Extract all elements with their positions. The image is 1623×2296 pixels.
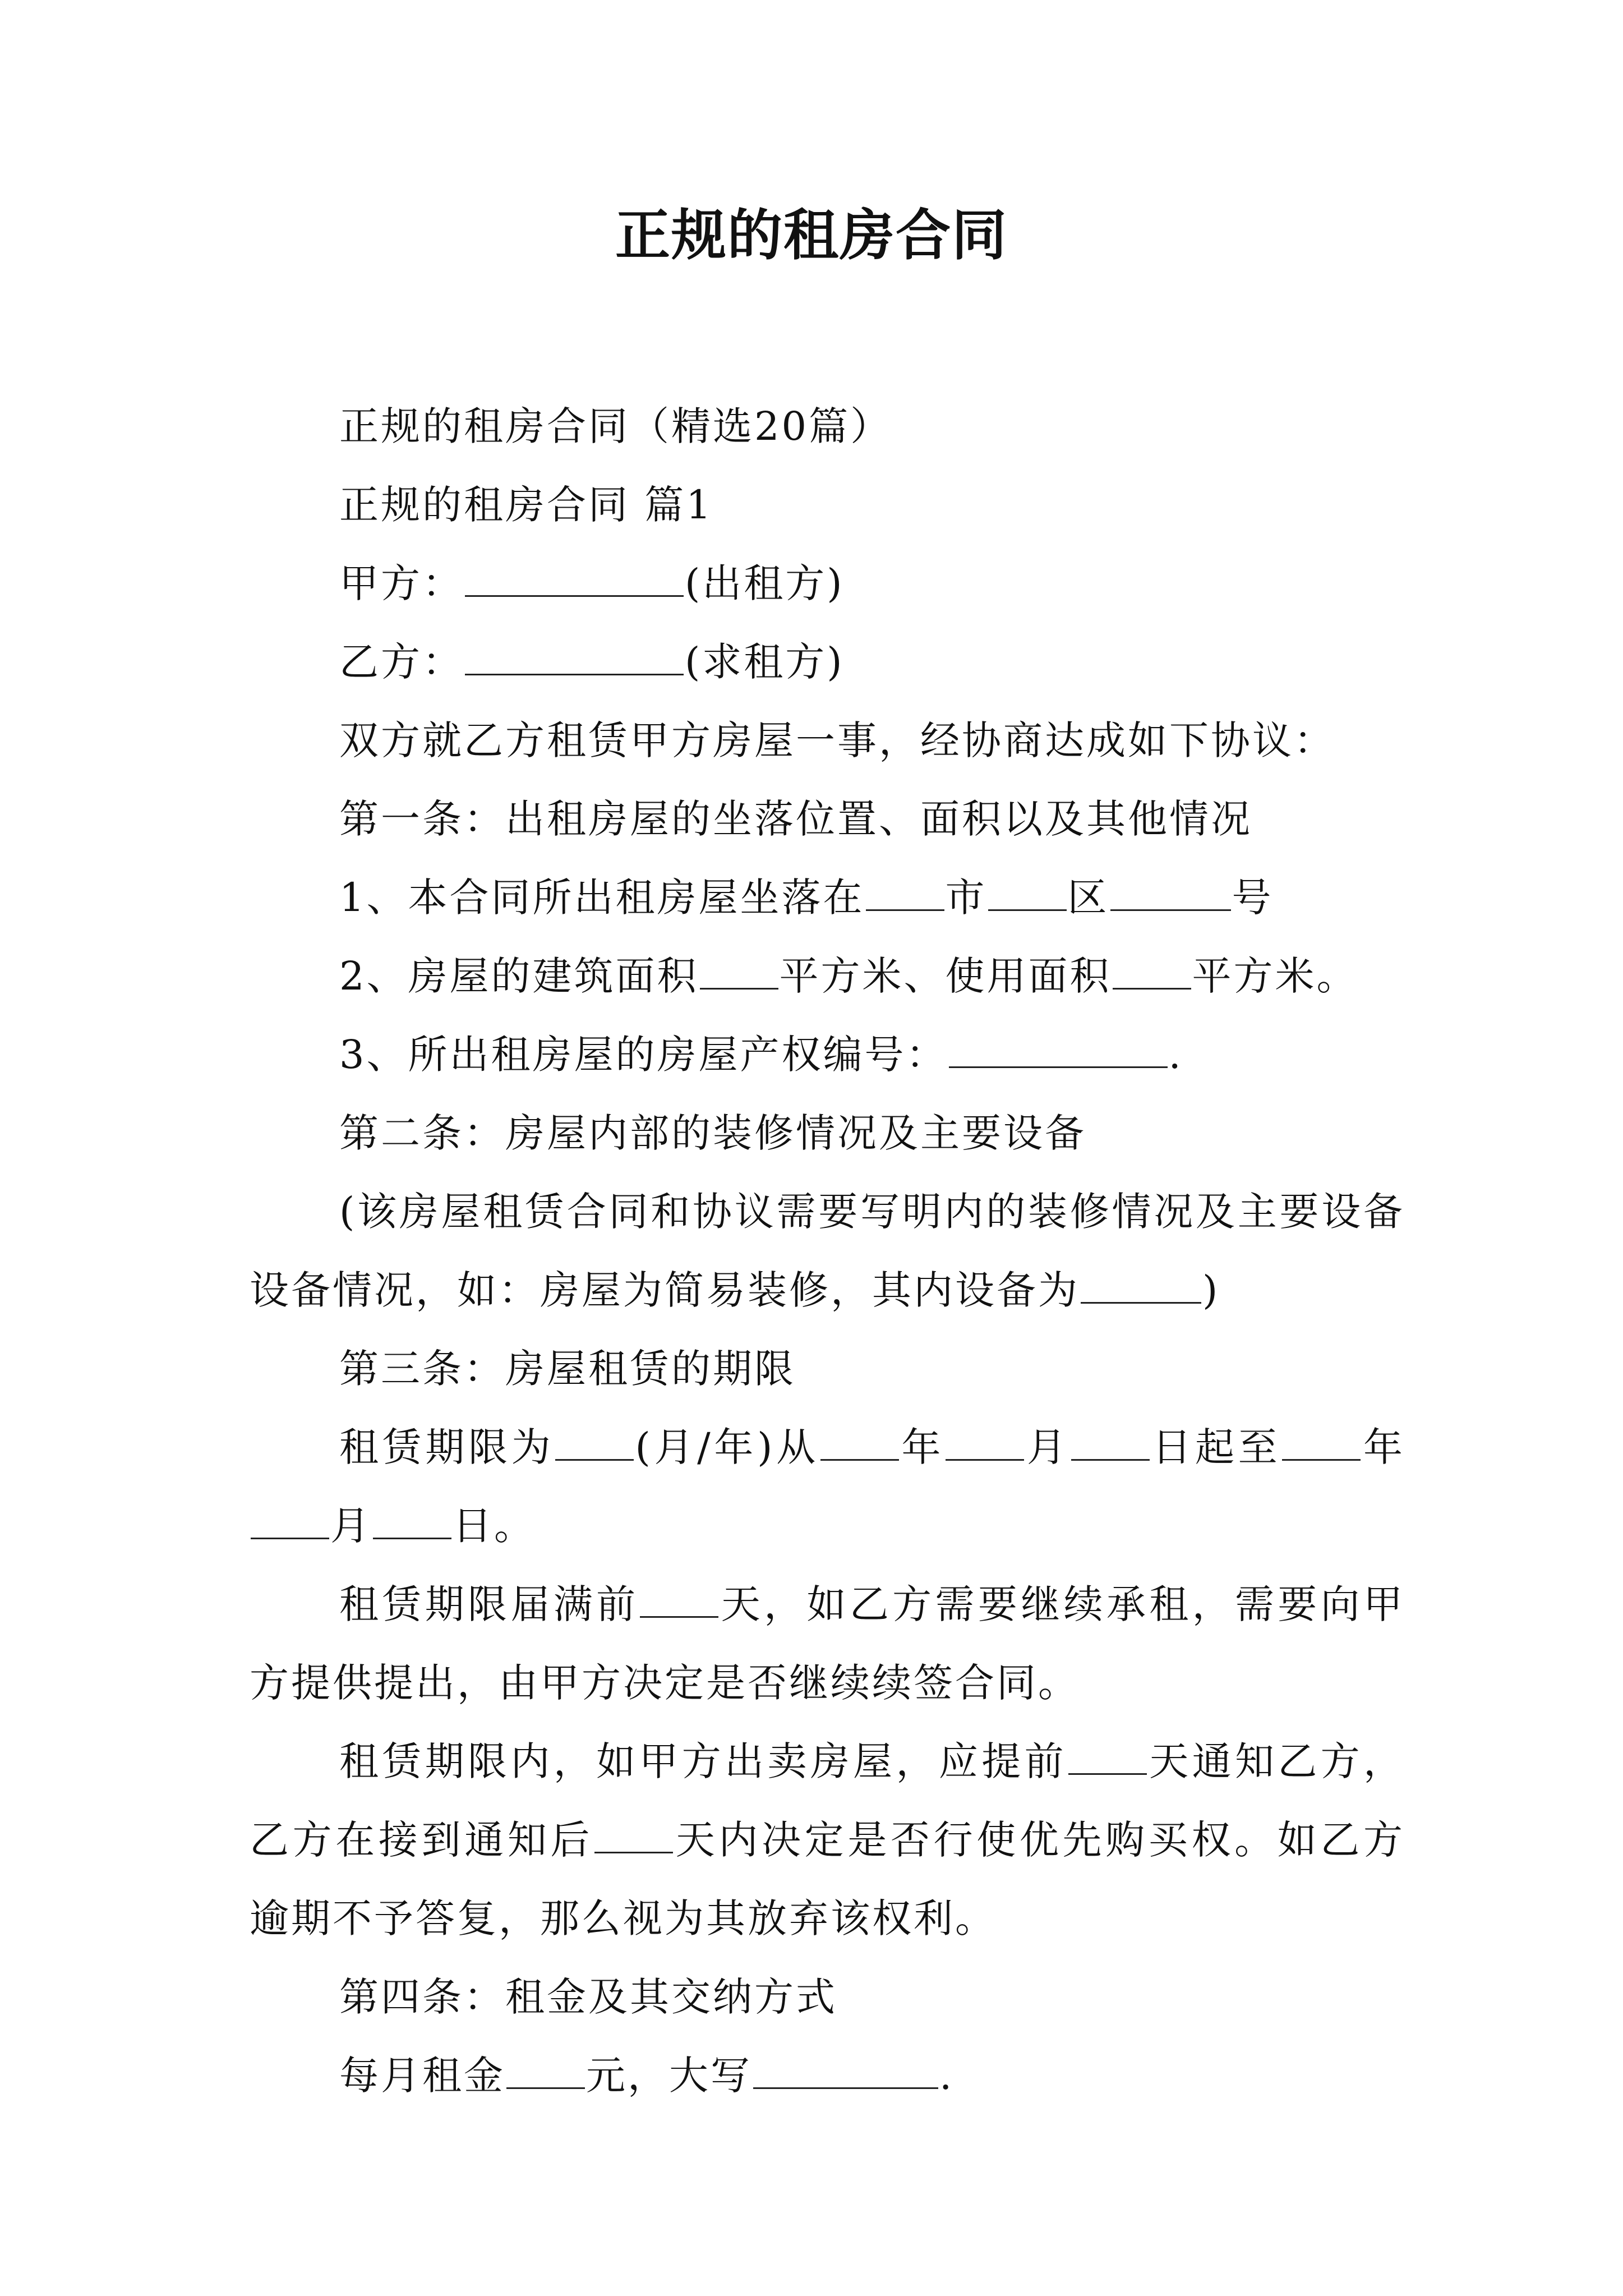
- article-2-title: 第二条：房屋内部的装修情况及主要设备: [339, 1110, 1086, 1156]
- intro-paragraph: 双方就乙方租赁甲方房屋一事，经协商达成如下协议：: [339, 717, 1335, 763]
- article-1-item-1: [250, 858, 1405, 937]
- article-1-title: 第一条：出租房屋的坐落位置、面积以及其他情况: [339, 796, 1252, 842]
- article-3-term: [250, 1408, 1405, 1565]
- party-a-label: 甲方：: [339, 560, 464, 606]
- party-b-role: (求租方): [685, 639, 845, 685]
- usable-area-blank: [1113, 954, 1191, 990]
- property-number-blank: [949, 1033, 1168, 1068]
- term-text-g: 月: [330, 1503, 372, 1549]
- item-2-text-c: 平方米。: [1192, 953, 1358, 999]
- decision-days-blank: [594, 1818, 673, 1853]
- party-a-line: [250, 544, 1405, 623]
- term-text-a: 租赁期限为: [339, 1424, 555, 1470]
- renewal-days-blank: [640, 1582, 718, 1618]
- party-a-blank: [465, 562, 684, 597]
- article-3-renewal: [250, 1565, 1405, 1722]
- article-3-sale: [250, 1722, 1405, 1958]
- renewal-text-b: 天，如乙方需要继续承租，需要向甲方提供提出，由甲方决定是否继续续签合同。: [250, 1581, 1405, 1706]
- party-b-label: 乙方：: [339, 639, 464, 685]
- building-area-blank: [700, 954, 778, 990]
- start-month-blank: [946, 1425, 1024, 1461]
- item-1-text-a: 1、本合同所出租房屋坐落在: [339, 875, 865, 921]
- city-blank: [866, 876, 944, 911]
- document-title: 正规的租房合同: [615, 203, 1008, 268]
- party-a-role: (出租方): [685, 560, 845, 606]
- number-blank: [1110, 876, 1231, 911]
- item-2-text-b: 平方米、使用面积: [779, 953, 1112, 999]
- term-text-b: (月/年)从: [635, 1424, 819, 1470]
- item-1-text-b: 市: [945, 875, 987, 921]
- item-1-text-d: 号: [1232, 875, 1274, 921]
- party-b-line: [250, 623, 1405, 701]
- end-day-blank: [373, 1504, 451, 1539]
- start-year-blank: [820, 1425, 899, 1461]
- term-blank: [555, 1425, 634, 1461]
- article-4-title: 第四条：租金及其交纳方式: [339, 1974, 837, 2020]
- renewal-text-a: 租赁期限届满前: [339, 1581, 639, 1627]
- rent-text-b: 元，大写: [586, 2053, 752, 2099]
- sale-text-b: 天通知乙方，乙方在接到通知后: [250, 1738, 1405, 1863]
- article-2-text-b: ): [1202, 1267, 1220, 1313]
- article-1-item-3: [250, 1015, 1405, 1094]
- rent-text-c: .: [939, 2053, 955, 2099]
- notice-days-blank: [1068, 1740, 1147, 1775]
- party-b-blank: [465, 640, 684, 675]
- term-text-f: 年: [1362, 1424, 1405, 1470]
- subtitle: 正规的租房合同（精选20篇）: [339, 403, 892, 449]
- equipment-blank: [1081, 1268, 1201, 1304]
- term-text-d: 月: [1025, 1424, 1070, 1470]
- start-day-blank: [1071, 1425, 1150, 1461]
- item-3-text-a: 3、所出租房屋的房屋产权编号：: [339, 1032, 948, 1078]
- term-text-h: 日。: [453, 1503, 536, 1549]
- rent-amount-blank: [506, 2054, 585, 2089]
- item-2-text-a: 2、房屋的建筑面积: [339, 953, 699, 999]
- sale-text-a: 租赁期限内，如甲方出卖房屋，应提前: [339, 1738, 1067, 1784]
- article-4-rent: [250, 2036, 1405, 2115]
- document-body: [250, 387, 1405, 2115]
- end-year-blank: [1282, 1425, 1361, 1461]
- end-month-blank: [251, 1504, 329, 1539]
- item-3-text-b: .: [1168, 1032, 1183, 1078]
- district-blank: [988, 876, 1067, 911]
- term-text-c: 年: [900, 1424, 945, 1470]
- term-text-e: 日起至: [1150, 1424, 1281, 1470]
- article-1-item-2: [250, 937, 1405, 1015]
- sale-text-c: 天内决定是否行使优先购买权。如乙方逾期不予答复，那么视为其放弃该权利。: [250, 1817, 1405, 1941]
- article-2-text-a: (该房屋租赁合同和协议需要写明内的装修情况及主要设备设备情况，如：房屋为简易装修，其内设备为: [250, 1189, 1405, 1313]
- item-1-text-c: 区: [1067, 875, 1109, 921]
- chapter-heading: 正规的租房合同 篇1: [339, 482, 713, 528]
- article-2-paragraph: [250, 1172, 1405, 1329]
- rent-text-a: 每月租金: [339, 2053, 505, 2099]
- article-3-title: 第三条：房屋租赁的期限: [339, 1346, 796, 1392]
- rent-words-blank: [753, 2054, 938, 2089]
